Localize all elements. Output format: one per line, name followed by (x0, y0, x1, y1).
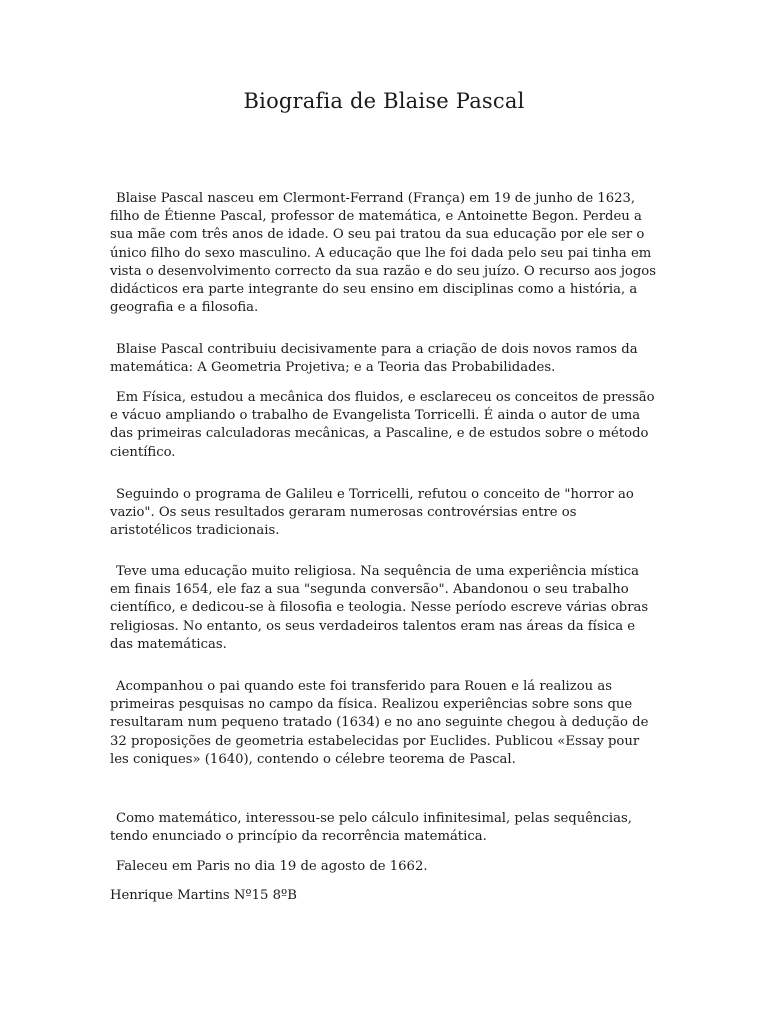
paragraph-text: Faleceu em Paris no dia 19 de agosto de 1662. (116, 859, 428, 874)
author-line: Henrique Martins Nº15 8ºB (110, 888, 297, 903)
paragraph-text: Seguindo o programa de Galileu e Torricelli, refutou o conceito de "horror ao vazio". Os seus resultados geraram numerosas controvérsias entre os aristotélicos tradicionais. (110, 487, 634, 539)
paragraph-text: Blaise Pascal contribuiu decisivamente para a criação de dois novos ramos da matemática: A Geometria Projetiva; e a Teoria das Probabilidades. (110, 342, 638, 376)
paragraph-galileu (110, 486, 660, 541)
paragraph-geometry (110, 341, 660, 377)
paragraph-physics (110, 389, 660, 462)
paragraph-text: Teve uma educação muito religiosa. Na sequência de uma experiência mística em finais 1654, ele faz a sua "segunda conversão". Abandonou o seu trabalho científico, e dedicou-se à filosofia e teologia. Nesse período escreve várias obras religiosas. No entanto, os seus verdadeiros talentos eram nas áreas da física e das matemáticas. (110, 564, 649, 652)
paragraph-text: Como matemático, interessou-se pelo cálculo infinitesimal, pelas sequências, tendo enunciado o princípio da recorrência matemática. (110, 811, 632, 845)
paragraph-death (110, 858, 660, 876)
paragraph-rouen (110, 678, 660, 769)
paragraph-mathematics (110, 810, 660, 846)
paragraph-text: Em Física, estudou a mecânica dos fluidos, e esclareceu os conceitos de pressão e vácuo ampliando o trabalho de Evangelista Torricelli. É ainda o autor de uma das primeiras calculadoras mecânicas, a Pascaline, e de estudos sobre o método científico. (110, 390, 655, 460)
paragraph-text: Acompanhou o pai quando este foi transferido para Rouen e lá realizou as primeiras pesquisas no campo da física. Realizou experiências sobre sons que resultaram num pequeno tratado (1634) e no ano seguinte chegou à dedução de 32 proposições de geometria estabelecidas por Euclides. Publicou «Essay pour les coniques» (1640), contendo o célebre teorema de Pascal. (110, 679, 649, 767)
paragraph-text: Blaise Pascal nasceu em Clermont-Ferrand (França) em 19 de junho de 1623, filho de Étienne Pascal, professor de matemática, e Antoinette Begon. Perdeu a sua mãe com três anos de idade. O seu pai tratou da sua educação por ele ser o único filho do sexo masculino. A educação que lhe foi dada pelo seu pai tinha em vista o desenvolvimento correcto da sua razão e do seu juízo. O recurso aos jogos didácticos era parte integrante do seu ensino em disciplinas como a história, a geografia e a filosofia. (110, 191, 657, 316)
paragraph-religion (110, 563, 660, 654)
paragraph-birth (110, 190, 660, 317)
document-title: Biografia de Blaise Pascal (243, 89, 525, 113)
